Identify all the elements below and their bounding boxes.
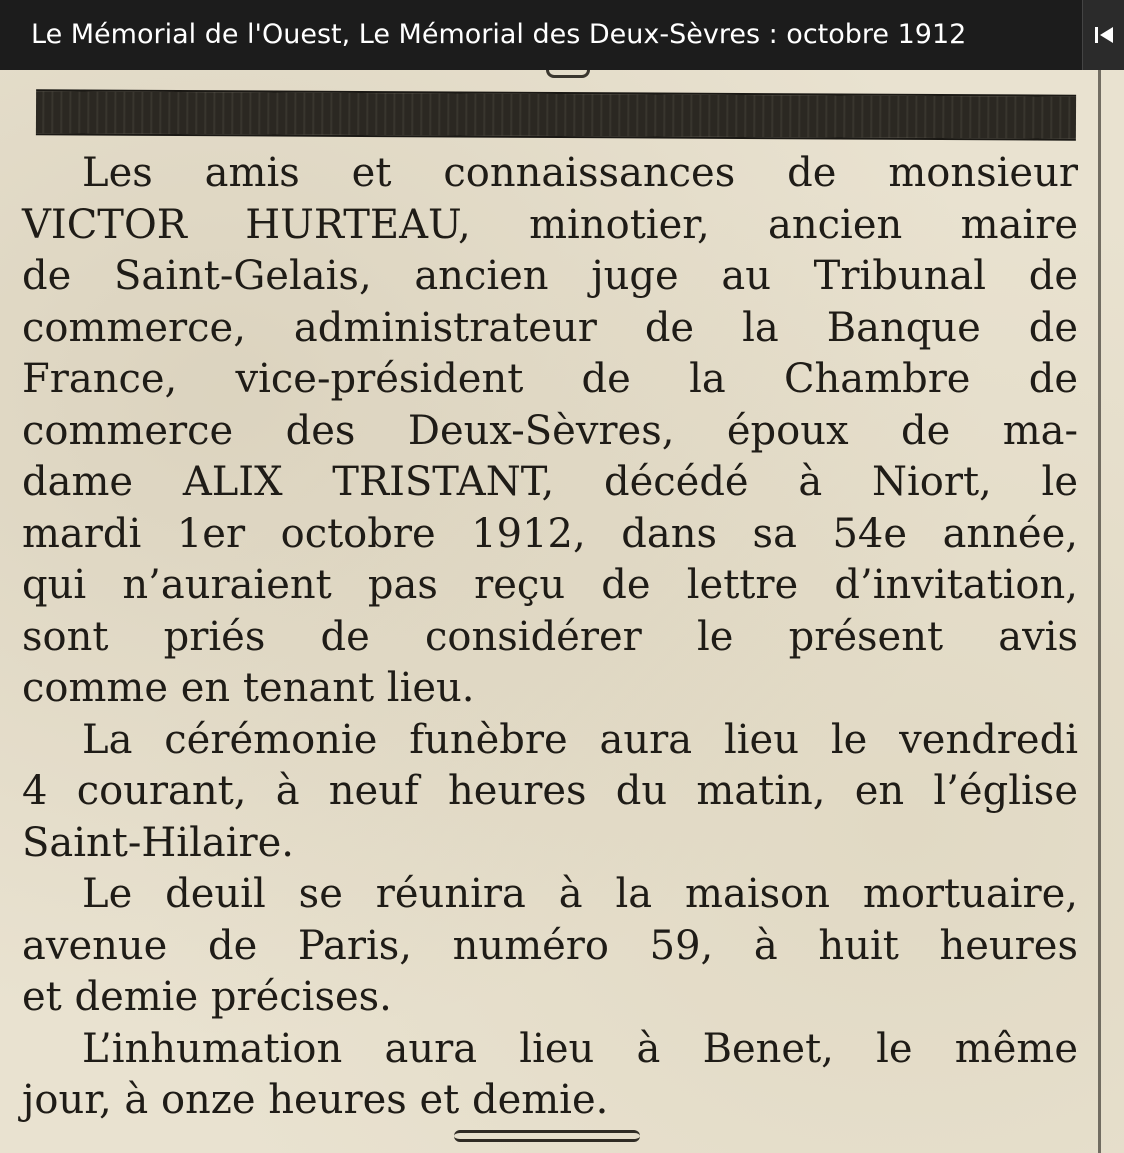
column-rule [1098,70,1101,1153]
paragraph-mourning [22,869,1078,1024]
text-line: sont priés de considérer le présent avis [22,613,1078,660]
first-page-button[interactable] [1082,0,1124,70]
text-line: mardi 1er octobre 1912, dans sa 54e année, [22,510,1078,557]
text-line: Le deuil se réunira à la maison mortuaire, [82,871,1078,917]
text-line: commerce, administrateur de la Banque de [22,304,1078,351]
text-line: de Saint-Gelais, ancien juge au Tribunal de [22,253,1078,299]
document-title: Le Mémorial de l'Ouest, Le Mémorial des Deux-Sèvres : octobre 1912 [31,19,967,50]
text-line: et demie précises. [22,974,392,1020]
paragraph-burial [22,1024,1078,1127]
text-line: France, vice-président de la Chambre de [22,356,1078,402]
mourning-band [36,89,1076,140]
paragraph-announcement [22,148,1078,715]
text-line: qui n’auraient pas reçu de lettre d’invitation, [22,562,1078,608]
bottom-ornament [454,1130,640,1142]
text-line: L’inhumation aura lieu à Benet, le même [82,1025,1078,1072]
text-line: comme en tenant lieu. [22,665,475,711]
text-line: commerce des Deux-Sèvres, époux de ma- [22,407,1078,454]
viewer-title-bar [0,0,1124,70]
obituary-notice [22,148,1078,1127]
top-ornament [546,70,590,78]
text-line: dame ALIX TRISTANT, décédé à Niort, le [22,459,1078,505]
text-line: La cérémonie funèbre aura lieu le vendredi [82,716,1078,763]
paragraph-ceremony [22,715,1078,870]
newspaper-scan [0,70,1124,1153]
skip-to-start-icon [1093,24,1115,46]
text-line: jour, à onze heures et demie. [22,1077,609,1123]
text-line: Saint-Hilaire. [22,819,295,866]
text-line: Les amis et connaissances de monsieur [82,150,1078,196]
text-line: avenue de Paris, numéro 59, à huit heures [22,922,1078,969]
text-line: 4 courant, à neuf heures du matin, en l’église [22,768,1078,814]
text-line: VICTOR HURTEAU, minotier, ancien maire [22,201,1078,248]
